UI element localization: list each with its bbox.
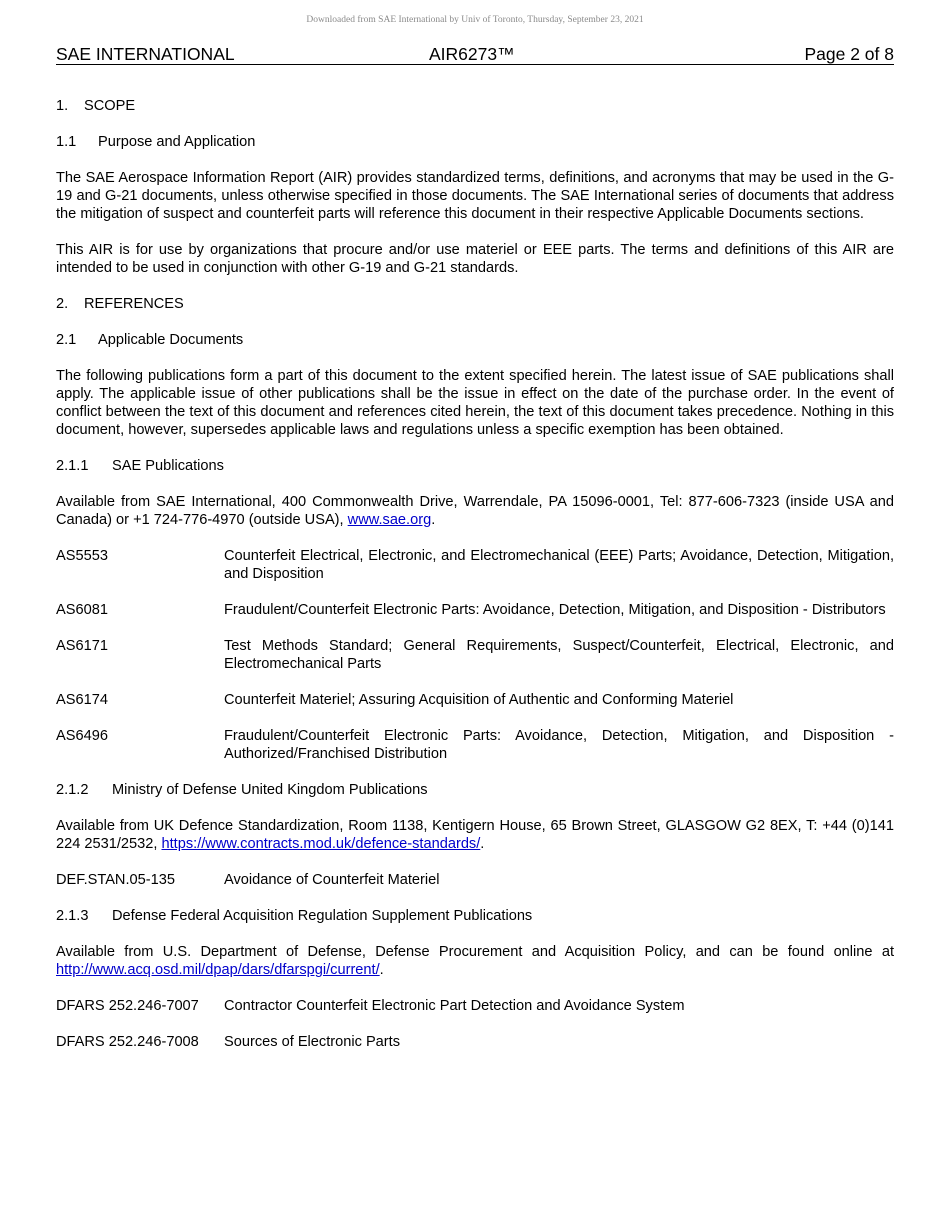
reference-title: Contractor Counterfeit Electronic Part Detection and Avoidance System — [224, 998, 685, 1014]
sae-availability-paragraph — [56, 493, 894, 529]
reference-title: Counterfeit Materiel; Assuring Acquisition of Authentic and Conforming Materiel — [224, 692, 734, 708]
sentence-end: . — [431, 512, 436, 528]
document-body — [56, 97, 894, 1069]
section-heading-references — [56, 295, 894, 313]
reference-code: AS6496 — [56, 728, 108, 744]
availability-text: Available from U.S. Department of Defense, Defense Procurement and Acquisition Policy, and can be found online at — [56, 944, 894, 960]
availability-text: Available from SAE International, 400 Commonwealth Drive, Warrendale, PA 15096-0001, Tel: 877-606-7323 (inside USA and Canada) or +1 724-776-4970 (outside USA), — [56, 494, 894, 528]
section-heading-purpose — [56, 133, 894, 151]
availability-text: Available from UK Defence Standardization, Room 1138, Kentigern House, 65 Brown Street, GLASGOW G2 8EX, T: +44 (0)141 224 2531/2532, — [56, 818, 894, 852]
section-number: 2.1.3 — [56, 908, 89, 924]
reference-title: Avoidance of Counterfeit Materiel — [224, 872, 440, 888]
section-title: SCOPE — [84, 98, 136, 114]
reference-title: Sources of Electronic Parts — [224, 1034, 401, 1050]
section-number: 1. — [56, 98, 69, 114]
reference-title: Fraudulent/Counterfeit Electronic Parts: Avoidance, Detection, Mitigation, and Disposition - Authorized/Franchised Distribution — [224, 728, 894, 762]
reference-title: Test Methods Standard; General Requirements, Suspect/Counterfeit, Electrical, Electronic, and Electromechanical Parts — [224, 638, 894, 672]
reference-entry — [56, 1033, 894, 1051]
header-document-number: AIR6273™ — [429, 44, 515, 64]
reference-entry — [56, 691, 894, 709]
reference-code: DEF.STAN.05-135 — [56, 872, 175, 888]
reference-code: DFARS 252.246-7007 — [56, 998, 199, 1014]
reference-code: AS6171 — [56, 638, 108, 654]
reference-code: AS5553 — [56, 548, 108, 564]
dfars-availability-paragraph — [56, 943, 894, 979]
reference-entry — [56, 601, 894, 619]
uk-availability-paragraph — [56, 817, 894, 853]
dfars-link[interactable]: http://www.acq.osd.mil/dpap/dars/dfarspgi/current/ — [56, 962, 380, 978]
page-header — [56, 44, 894, 65]
reference-code: DFARS 252.246-7008 — [56, 1034, 199, 1050]
section-heading-uk-publications — [56, 781, 894, 799]
reference-entry — [56, 997, 894, 1015]
section-title: SAE Publications — [112, 458, 224, 474]
section-number: 2. — [56, 296, 69, 312]
section-heading-applicable-documents — [56, 331, 894, 349]
mod-standards-link[interactable]: https://www.contracts.mod.uk/defence-standards/ — [161, 836, 481, 852]
section-number: 2.1.1 — [56, 458, 89, 474]
reference-title: Fraudulent/Counterfeit Electronic Parts: Avoidance, Detection, Mitigation, and Disposition - Distributors — [224, 602, 886, 618]
reference-code: AS6174 — [56, 692, 108, 708]
download-watermark: Downloaded from SAE International by Univ of Toronto, Thursday, September 23, 2021 — [306, 15, 644, 25]
section-title: Ministry of Defense United Kingdom Publications — [112, 782, 428, 798]
purpose-paragraph-2: This AIR is for use by organizations that procure and/or use materiel or EEE parts. The terms and definitions of this AIR are intended to be used in conjunction with other G-19 and G-21 standards. — [56, 242, 894, 276]
reference-title: Counterfeit Electrical, Electronic, and Electromechanical (EEE) Parts; Avoidance, Detection, Mitigation, and Disposition — [224, 548, 894, 582]
sentence-end: . — [480, 836, 485, 852]
section-title: REFERENCES — [84, 296, 184, 312]
header-page-number: Page 2 of 8 — [804, 44, 894, 64]
sae-website-link[interactable]: www.sae.org — [347, 512, 432, 528]
header-organization: SAE INTERNATIONAL — [56, 44, 235, 64]
reference-entry — [56, 637, 894, 673]
reference-entry — [56, 871, 894, 889]
reference-entry — [56, 727, 894, 763]
section-title: Purpose and Application — [98, 134, 256, 150]
section-title: Applicable Documents — [98, 332, 244, 348]
reference-entry — [56, 547, 894, 583]
purpose-paragraph-1: The SAE Aerospace Information Report (AIR) provides standardized terms, definitions, and acronyms that may be used in the G-19 and G-21 documents, unless otherwise specified in those documents. The SAE International series of documents that address the mitigation of suspect and counterfeit parts will reference this document in their respective Applicable Documents sections. — [56, 170, 894, 222]
section-number: 2.1 — [56, 332, 77, 348]
sentence-end: . — [379, 962, 384, 978]
section-heading-scope — [56, 97, 894, 115]
section-number: 2.1.2 — [56, 782, 89, 798]
applicable-documents-paragraph: The following publications form a part of this document to the extent specified herein. The latest issue of SAE publications shall apply. The applicable issue of other publications shall be the issue in effect on the date of the purchase order. In the event of conflict between the text of this document and references cited herein, the text of this document takes precedence. Nothing in this document, however, supersedes applicable laws and regulations unless a specific exemption has been obtained. — [56, 368, 894, 438]
section-number: 1.1 — [56, 134, 77, 150]
section-heading-dfars-publications — [56, 907, 894, 925]
section-heading-sae-publications — [56, 457, 894, 475]
reference-code: AS6081 — [56, 602, 108, 618]
section-title: Defense Federal Acquisition Regulation Supplement Publications — [112, 908, 533, 924]
